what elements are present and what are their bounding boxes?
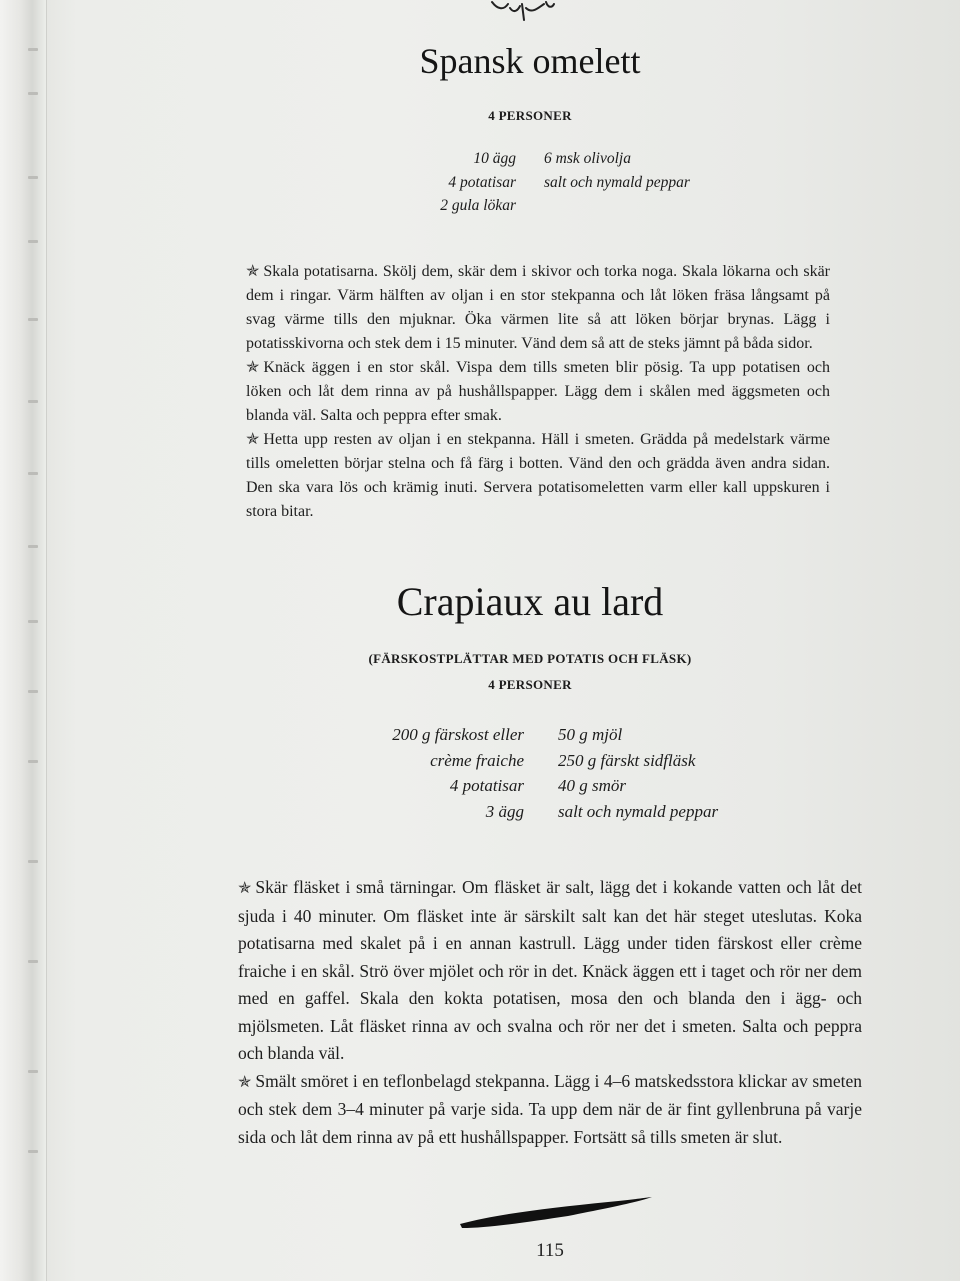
step: ✯ Hetta upp resten av oljan i en stekpanna. Häll i smeten. Grädda på medelstark värme tills omeletten börjar stelna och få färg i botten. Vänd den och grädda även andra sidan. Den ska vara lös och krämig inuti. Servera potatisomeletten varm eller kall uppskuren i stora bitar. xyxy=(246,431,830,520)
step: ✯ Knäck äggen i en stor skål. Vispa dem tills smeten blir pösig. Ta upp potatisen och löken och låt dem rinna av på hushållspapper. Lägg dem i skålen med äggsmeten och blanda väl. Salta och peppra efter smak. xyxy=(246,359,830,424)
binding-stitch xyxy=(28,860,38,863)
servings: 4 PERSONER xyxy=(488,108,572,123)
binding-stitch xyxy=(28,472,38,475)
star-icon: ✯ xyxy=(238,1073,252,1091)
star-icon: ✯ xyxy=(238,880,252,897)
recipe-title: Spansk omelett xyxy=(419,41,641,81)
ingredients-left xyxy=(360,722,524,824)
ingredient: 2 gula lökar xyxy=(440,197,516,214)
binding-stitch xyxy=(28,960,38,963)
ingredients-right xyxy=(558,722,798,824)
script-logo-fragment xyxy=(488,0,558,22)
step: ✯ Skala potatisarna. Skölj dem, skär dem i skivor och torka noga. Skala lökarna och skär dem i ringar. Värm hälften av oljan i en stor stekpanna och låt löken fräsa långsamt på svag värme tills den mjuknar. Öka värmen lite så att löken börjar brynas. Lägg i potatisskivorna och stek dem i 15 minuter. Vänd dem så att de steks jämnt på båda sidor. xyxy=(246,263,830,352)
servings: 4 PERSONER xyxy=(488,677,572,692)
ingredient: salt och nymald peppar xyxy=(558,801,719,821)
binding-stitch xyxy=(28,1070,38,1073)
ingredient: 4 potatisar xyxy=(448,173,516,191)
ingredient: 10 ägg xyxy=(473,150,516,167)
recipe-subtitle: (FÄRSKOSTPLÄTTAR MED POTATIS OCH FLÄSK) xyxy=(368,651,692,666)
star-icon: ✯ xyxy=(246,359,260,376)
binding-stitch xyxy=(28,400,38,403)
binding-stitch xyxy=(28,92,38,95)
step: ✯ Smält smöret i en teflonbelagd stekpanna. Lägg i 4–6 matskedsstora klickar av smeten och stek dem 3–4 minuter på varje sida. Ta upp dem när de är fint gyllenbruna på varje sida och låt dem rinna av på ett hushållspapper. Fortsätt så tills smeten är slut. xyxy=(238,1070,862,1147)
book-gutter xyxy=(0,0,47,1281)
ingredient: 40 g smör xyxy=(558,776,627,795)
ingredient: crème fraiche xyxy=(430,750,524,770)
binding-stitch xyxy=(28,318,38,321)
binding-stitch xyxy=(28,176,38,179)
ingredient: 50 g mjöl xyxy=(558,725,623,744)
binding-stitch xyxy=(28,545,38,548)
star-icon: ✯ xyxy=(246,431,260,448)
ingredients-left xyxy=(380,147,516,218)
ingredient: 200 g färskost eller xyxy=(392,725,524,744)
binding-stitch xyxy=(28,760,38,763)
ingredient: 250 g färskt sidfläsk xyxy=(558,750,696,770)
brush-stroke xyxy=(458,1194,654,1234)
binding-stitch xyxy=(28,240,38,243)
recipe-title: Crapiaux au lard xyxy=(396,579,664,624)
ingredient: 4 potatisar xyxy=(449,776,524,795)
star-icon: ✯ xyxy=(246,263,260,280)
ingredients-right xyxy=(544,147,764,194)
ingredient: 3 ägg xyxy=(485,801,524,821)
page-number: 115 xyxy=(536,1240,564,1261)
method xyxy=(238,874,862,1151)
ingredient: 6 msk olivolja xyxy=(544,150,631,167)
binding-stitch xyxy=(28,1150,38,1153)
step: ✯ Skär fläsket i små tärningar. Om fläsket är salt, lägg det i kokande vatten och låt det sjuda i 40 minuter. Om fläsket inte är särskilt salt kan det här steget uteslutas. Koka potatisarna med skalet på i en annan kastrull. Lägg under tiden färskost eller crème fraiche i en skål. Strö över mjölet och rör in det. Knäck äggen ett i taget och rör ner dem med en gaffel. Skala den kokta potatisen, mosa den och blanda den i ägg- och mjölsmeten. Låt fläsket rinna av och svalna och rör ner det i smeten. Salta och peppra och blanda väl. xyxy=(238,877,862,1063)
method xyxy=(246,260,830,524)
ingredient: salt och nymald peppar xyxy=(544,173,690,191)
